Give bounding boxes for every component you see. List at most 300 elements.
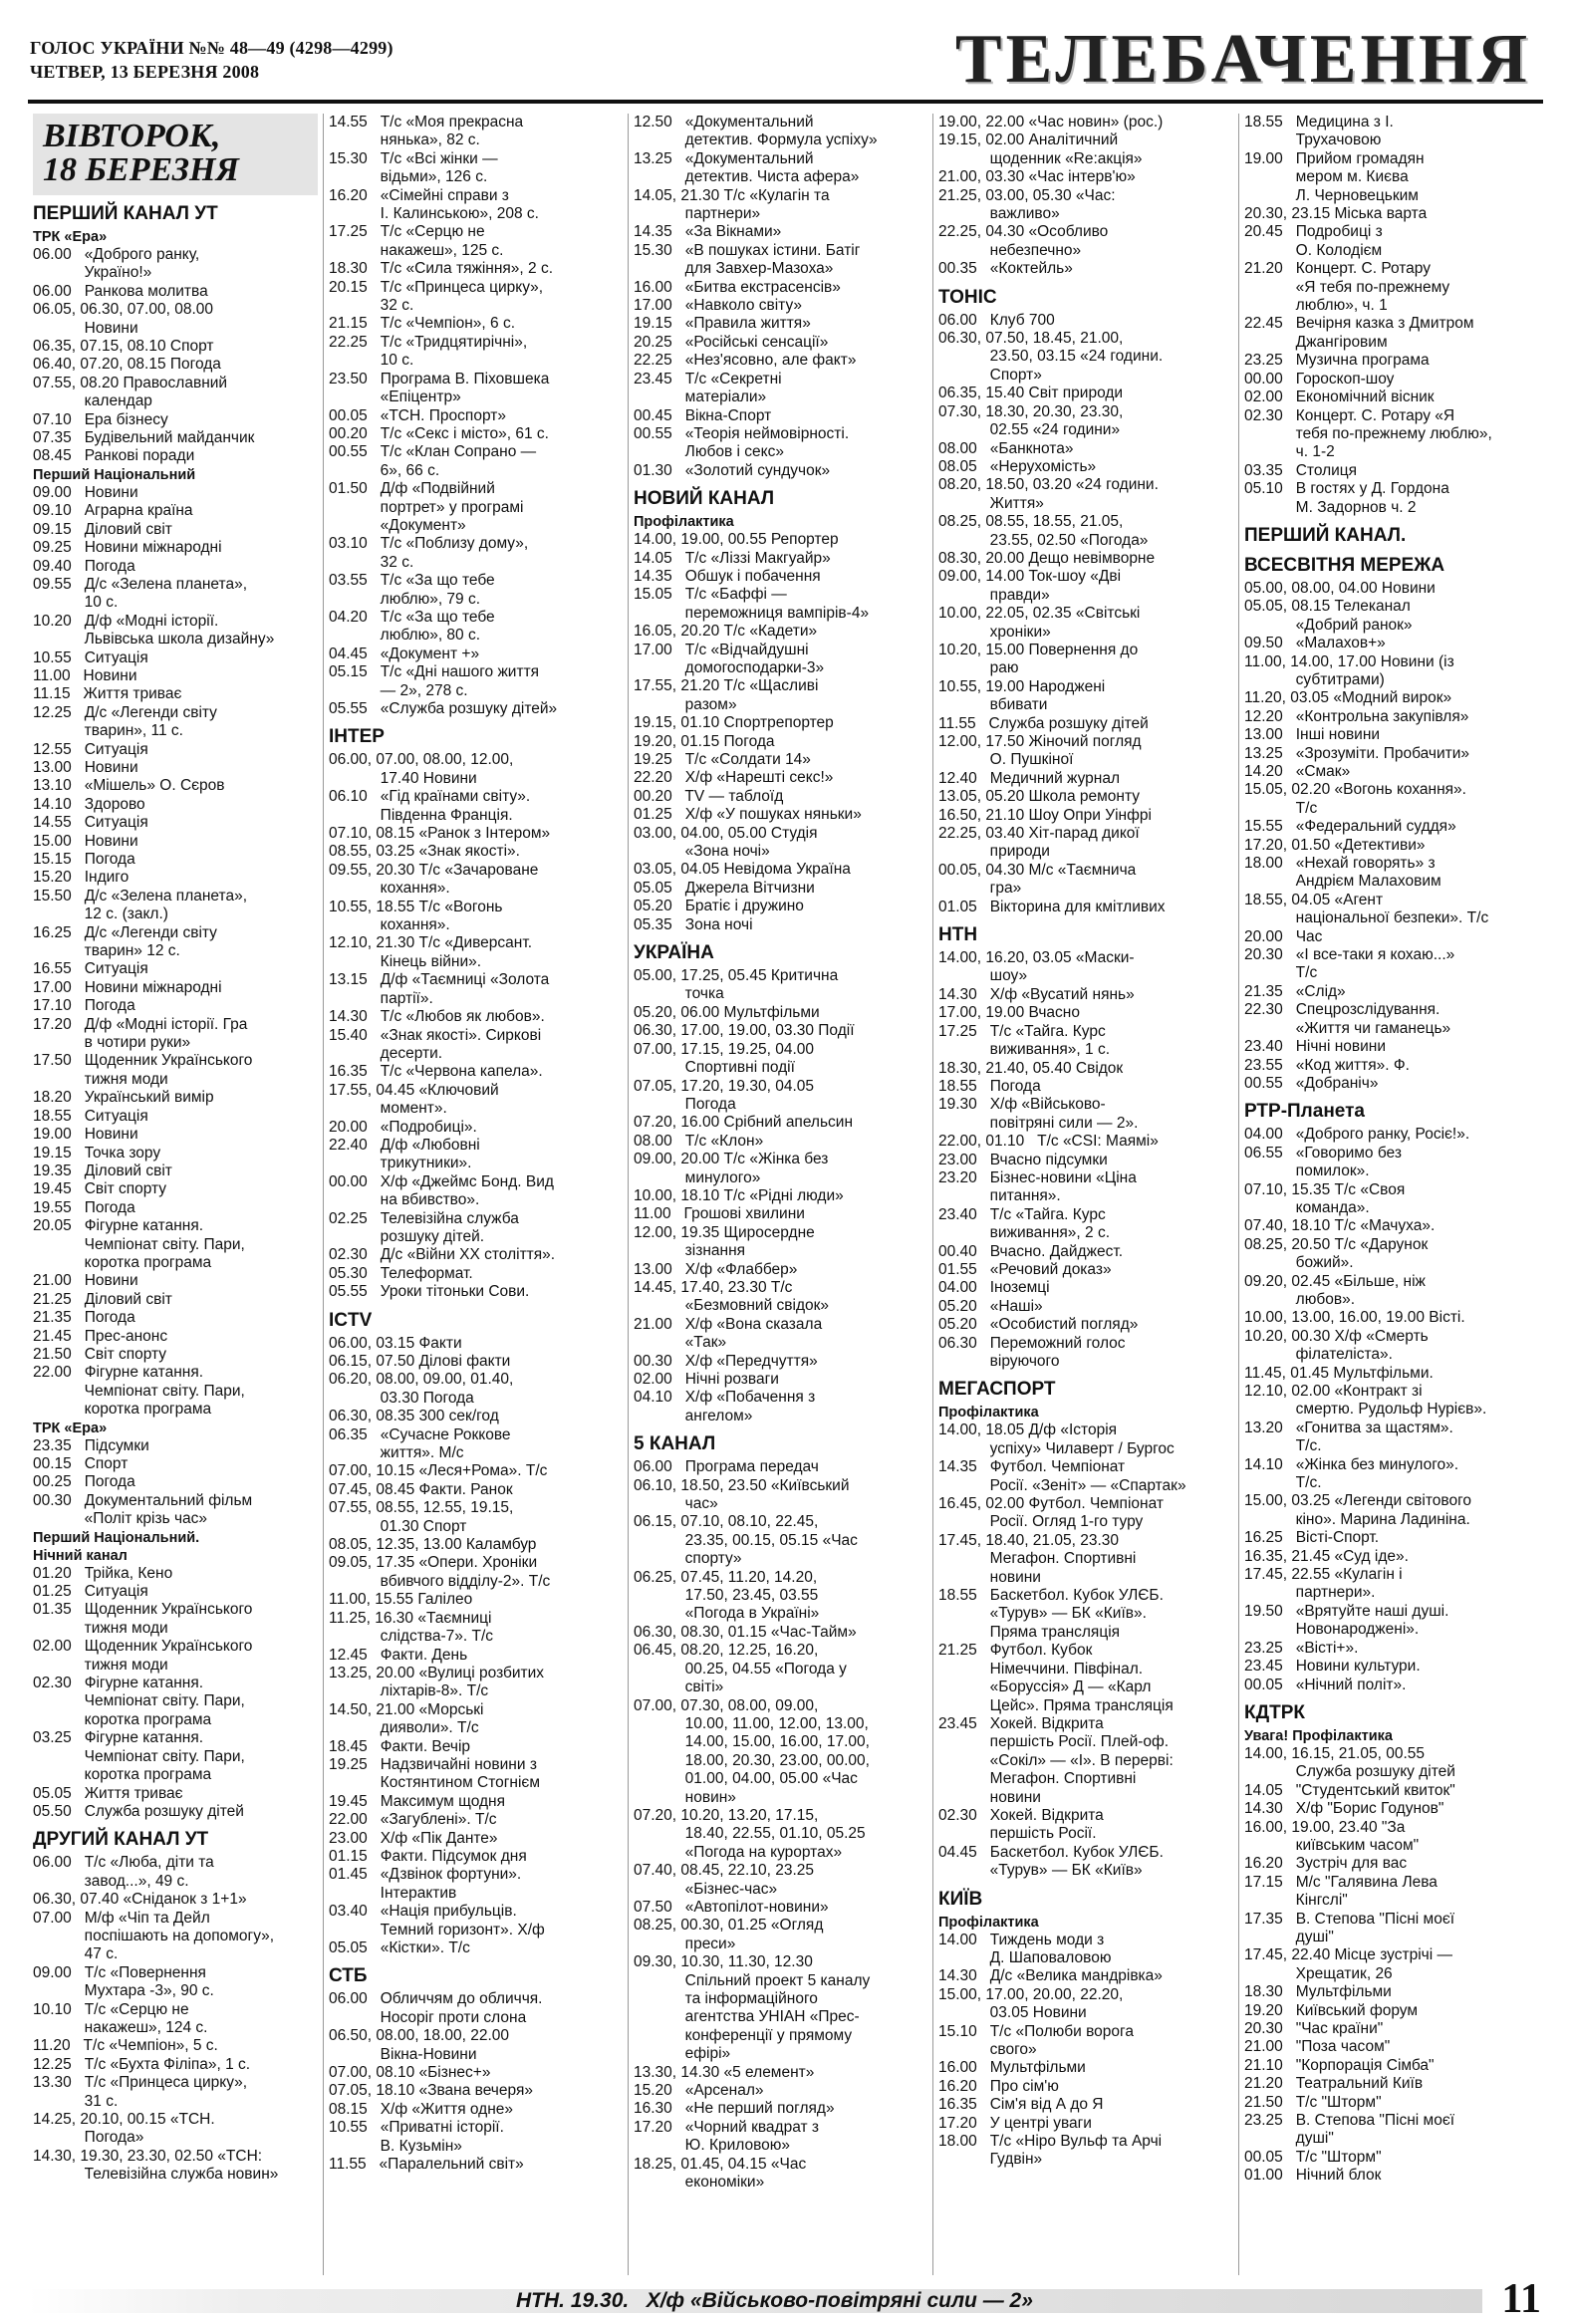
listing-line: 00.15 Спорт	[33, 1455, 129, 1472]
listing-line: точка	[634, 985, 724, 1003]
listing-line: 03.40 «Нація прибульців.	[329, 1903, 517, 1921]
listing-line: ефірі»	[634, 2045, 731, 2063]
listing-line: 06.00 Програма передач	[634, 1458, 819, 1476]
listing-line: національної безпеки». Т/с	[1244, 909, 1489, 927]
listing-line: детектив. Чиста афера»	[634, 168, 860, 186]
column-1	[28, 114, 323, 2275]
listing-line: 10.10 Т/с «Серцю не	[33, 2000, 189, 2018]
listing-line: 22.25, 03.40 Хіт-парад дикої	[938, 825, 1140, 843]
listing-line: люблю», 79 с.	[329, 590, 481, 608]
listing-line: 11.20 Т/с «Чемпіон», 5 с.	[33, 2037, 218, 2055]
listing-line: 11.15 Життя триває	[33, 685, 182, 703]
listing-line: важливо»	[938, 205, 1060, 223]
listing-line: новин»	[634, 1788, 736, 1806]
listing-line: 17.20 У центрі уваги	[938, 2114, 1092, 2132]
listing-line: тижня моди	[33, 1619, 168, 1637]
listing-line: 16.25 Вісті-Спорт.	[1244, 1529, 1380, 1547]
listing-line: 02.55 «24 години»	[938, 421, 1121, 439]
listing-line: 15.15 Погода	[33, 851, 135, 868]
listing-line: 17.25 Т/с «Тайга. Курс	[938, 1022, 1106, 1040]
listing-line: 05.55 Уроки тітоньки Сови.	[329, 1283, 530, 1301]
listing-line: 22.00, 01.10 Т/с «CSI: Маямі»	[938, 1133, 1159, 1151]
listing-line: М. Задорнов ч. 2	[1244, 498, 1417, 516]
schedule-columns	[28, 114, 1547, 2275]
listing-line: коротка програма	[33, 1710, 212, 1728]
listing-line: 16.20 Про сім'ю	[938, 2077, 1059, 2095]
listing-line: Новини	[33, 319, 138, 337]
listing-line: 11.25, 16.30 «Таємниці	[329, 1609, 492, 1627]
listing-line: 07.45, 08.45 Факти. Ранок	[329, 1480, 513, 1498]
listing-line: 14.35 Футбол. Чемпіонат	[938, 1458, 1126, 1476]
listing-line: накажеш», 125 с.	[329, 241, 504, 259]
listing-line: 06.00 Ранкова молитва	[33, 282, 208, 300]
listing-line: 08.45 Ранкові поради	[33, 447, 195, 465]
listing-line: 14.00, 19.00, 00.55 Репортер	[634, 531, 839, 549]
listing-line: 14.30 Д/с «Велика мандрівка»	[938, 1967, 1163, 1985]
listing-line: 09.20, 02.45 «Більше, ніж	[1244, 1272, 1426, 1290]
listing-line: 21.35 «Слід»	[1244, 982, 1346, 1000]
date-line: ЧЕТВЕР, 13 БЕРЕЗНЯ 2008	[30, 62, 260, 82]
listing-line: 16.55 Ситуація	[33, 960, 148, 978]
listing-line: 02.00 Економічний вісник	[1244, 388, 1435, 406]
listing-line: 00.00 Х/ф «Джеймс Бонд. Вид	[329, 1172, 554, 1190]
listing-line: В. Кузьмін»	[329, 2137, 462, 2155]
listing-line: 16.25 Д/с «Легенди світу	[33, 923, 217, 941]
listing-line: 12.50 «Документальний	[634, 114, 814, 130]
listing-line: новини	[938, 1568, 1041, 1586]
listing-line: 05.15 Т/с «Дні нашого життя	[329, 663, 540, 681]
column-2-listings	[329, 114, 623, 2174]
listing-line: 23.45 Новини культури.	[1244, 1658, 1421, 1676]
listing-line: Південна Франція.	[329, 806, 513, 824]
listing-line: 21.50 Т/с "Шторм"	[1244, 2093, 1382, 2111]
listing-line: 06.35, 07.15, 08.10 Спорт	[33, 338, 214, 356]
listing-line: 18.55 Погода	[938, 1077, 1041, 1095]
listing-line: та інформаційного	[634, 1990, 818, 2007]
listing-line: 07.05, 18.10 «Звана вечеря»	[329, 2082, 533, 2100]
listing-line: 12.10, 21.30 Т/с «Диверсант.	[329, 934, 533, 952]
listing-line: 22.25 Т/с «Тридцятирічні»,	[329, 333, 528, 351]
listing-line: 01.50 Д/ф «Подвійний	[329, 480, 495, 498]
listing-line: 03.10 Т/с «Поблизу дому»,	[329, 535, 529, 553]
listing-line: 19.20 Київський форум	[1244, 2001, 1419, 2019]
listing-line: 05.20, 06.00 Мультфільми	[634, 1003, 820, 1021]
listing-line: 21.00 Х/ф «Вона сказала	[634, 1315, 823, 1333]
listing-line: 01.30 Спорт	[329, 1517, 467, 1535]
listing-line: 07.20, 16.00 Срібний апельсин	[634, 1114, 854, 1132]
listing-line: 15.40 «Знак якості». Сиркові	[329, 1026, 542, 1044]
listing-line: 23.00 Х/ф «Пік Данте»	[329, 1829, 498, 1847]
listing-line: 07.50 «Автопілот-новини»	[634, 1898, 829, 1916]
listing-line: 23.40 Т/с «Тайга. Курс	[938, 1205, 1106, 1223]
listing-line: 00.30 Х/ф «Передчуття»	[634, 1352, 818, 1370]
listing-line: 08.25, 20.50 Т/с «Дарунок	[1244, 1235, 1429, 1253]
listing-line: субтитрами)	[1244, 670, 1385, 688]
channel-subheading: Профілактика	[938, 1914, 1039, 1931]
listing-line: Спортивні події	[634, 1059, 795, 1077]
listing-line: 16.00 «Битва екстрасенсів»	[634, 278, 841, 296]
listing-line: душі"	[1244, 2130, 1334, 2148]
listing-line: 23.55, 02.50 «Погода»	[938, 531, 1149, 549]
listing-line: момент».	[329, 1100, 447, 1118]
listing-line: 05.05 Життя триває	[33, 1784, 183, 1802]
listing-line: 06.55 «Говоримо без	[1244, 1144, 1402, 1162]
listing-line: 08.15 Х/ф «Життя одне»	[329, 2100, 514, 2118]
listing-line: Д. Шаповаловою	[938, 1948, 1112, 1966]
listing-line: 04.00 Іноземці	[938, 1279, 1050, 1297]
listing-line: Кінгслі"	[1244, 1892, 1348, 1910]
listing-line: Пряма трансляція	[938, 1623, 1121, 1641]
listing-line: 21.00, 03.30 «Час інтерв'ю»	[938, 168, 1136, 186]
listing-line: 08.00 Т/с «Клон»	[634, 1132, 764, 1150]
channel-heading: КДТРК	[1244, 1701, 1306, 1723]
listing-line: О. Пушкіної	[938, 751, 1074, 769]
listing-line: 19.00 Новини	[33, 1126, 138, 1144]
listing-line: 07.55, 08.20 Православний	[33, 374, 228, 391]
listing-line: ч. 1-2	[1244, 443, 1335, 461]
listing-line: 06.40, 07.20, 08.15 Погода	[33, 356, 221, 374]
listing-line: 09.05, 17.35 «Опери. Хроніки	[329, 1554, 538, 1572]
listing-line: Служба розшуку дітей	[1244, 1763, 1455, 1781]
listing-line: 47 с.	[33, 1945, 119, 1963]
listing-line: 00.25, 04.55 «Погода у	[634, 1660, 847, 1678]
listing-line: 13.05, 05.20 Школа ремонту	[938, 788, 1141, 806]
listing-line: 08.25, 00.30, 01.25 «Огляд	[634, 1917, 824, 1935]
listing-line: 21.25 Футбол. Кубок	[938, 1642, 1093, 1660]
listing-line: 00.25 Погода	[33, 1473, 135, 1491]
channel-subheading: ТРК «Ера»	[33, 229, 108, 245]
listing-line: 15.50 Д/с «Зелена планета»,	[33, 887, 248, 904]
listing-line: 00.20 TV — таблоїд	[634, 787, 784, 805]
listing-line: «Турув» — БК «Київ»	[938, 1862, 1143, 1880]
listing-line: переможниця вампірів-4»	[634, 604, 870, 622]
listing-line: 01.00, 04.00, 05.00 «Час	[634, 1770, 858, 1788]
listing-line: Життя»	[938, 494, 1044, 512]
listing-line: 11.00, 14.00, 17.00 Новини (із	[1244, 652, 1454, 670]
listing-line: 21.10 "Корпорація Сімба"	[1244, 2056, 1435, 2074]
listing-line: 13.15 Д/ф «Таємниці «Золота	[329, 971, 550, 989]
listing-line: тебя по-прежнему люблю»,	[1244, 424, 1492, 442]
listing-line: «Бізнес-час»	[634, 1880, 778, 1898]
listing-line: 10.00, 22.05, 02.35 «Світські	[938, 605, 1141, 623]
listing-line: 07.00, 08.10 «Бізнес+»	[329, 2064, 491, 2082]
channel-heading: ПЕРШИЙ КАНАЛ УТ	[33, 203, 218, 224]
listing-line: тижня моди	[33, 1070, 168, 1088]
listing-line: 21.20 Концерт. С. Ротару	[1244, 260, 1431, 278]
listing-line: Україно!»	[33, 264, 152, 282]
listing-line: Росії. «Зеніт» — «Спартак»	[938, 1476, 1186, 1494]
listing-line: 21.45 Прес-анонс	[33, 1327, 168, 1345]
listing-line: 17.00 Новини міжнародні	[33, 978, 222, 996]
listing-line: 13.00 Х/ф «Флаббер»	[634, 1260, 798, 1278]
listing-line: 01.15 Факти. Підсумок дня	[329, 1847, 527, 1865]
listing-line: ліхтарів-8». Т/с	[329, 1682, 489, 1700]
listing-line: 18.25, 01.45, 04.15 «Час	[634, 2155, 807, 2173]
listing-line: 09.25 Новини міжнародні	[33, 539, 222, 557]
listing-line: на вбивство».	[329, 1191, 480, 1209]
listing-line: коротка програма	[33, 1401, 212, 1419]
listing-line: люблю», ч. 1	[1244, 297, 1388, 315]
listing-line: 02.00 Щоденник Українського	[33, 1638, 253, 1656]
listing-line: 23.50, 03.15 «24 години.	[938, 348, 1164, 366]
listing-line: 10.00, 13.00, 16.00, 19.00 Вісті.	[1244, 1309, 1465, 1327]
listing-line: накажеш», 124 с.	[33, 2018, 208, 2036]
listing-line: 14.25, 20.10, 00.15 «ТСН.	[33, 2111, 215, 2128]
listing-line: 17.45, 22.55 «Кулагін і	[1244, 1566, 1403, 1584]
listing-line: Погода»	[33, 2129, 144, 2147]
listing-line: любов».	[1244, 1290, 1356, 1308]
listing-line: нянька», 82 с.	[329, 131, 480, 149]
listing-line: 07.05, 17.20, 19.30, 04.05	[634, 1077, 814, 1095]
listing-line: небезпечно»	[938, 241, 1082, 259]
listing-line: 13.30, 14.30 «5 елемент»	[634, 2063, 815, 2081]
column-5	[1238, 114, 1547, 2275]
listing-line: домогосподарки-3»	[634, 658, 825, 676]
listing-line: Т/с	[1244, 964, 1318, 982]
listing-line: 14.45, 17.40, 23.30 Т/с	[634, 1278, 793, 1296]
listing-line: 18.00, 20.30, 23.00, 00.00,	[634, 1751, 870, 1769]
listing-line: 05.05, 08.15 Телеканал	[1244, 598, 1411, 616]
listing-line: 01.35 Щоденник Українського	[33, 1601, 253, 1619]
channel-subheading: Профілактика	[938, 1405, 1039, 1421]
listing-line: 23.35, 00.15, 05.15 «Час	[634, 1531, 858, 1549]
listing-line: Новонароджені».	[1244, 1621, 1420, 1639]
listing-line: 13.20 «Гонитва за щастям».	[1244, 1419, 1453, 1436]
listing-line: 14.10 Здорово	[33, 795, 145, 813]
listing-line: щоденник «Re:акція»	[938, 149, 1143, 167]
listing-line: Чемпіонат світу. Пари,	[33, 1747, 245, 1765]
listing-line: 06.00, 03.15 Факти	[329, 1334, 462, 1352]
listing-line: 15.10 Т/с «Полюби ворога	[938, 2022, 1134, 2040]
listing-line: 07.40, 08.45, 22.10, 23.25	[634, 1862, 814, 1880]
listing-line: свого»	[938, 2041, 1037, 2058]
listing-line: Погода	[634, 1095, 736, 1113]
listing-line: 13.25 «Документальний	[634, 149, 814, 167]
listing-line: 17.00 «Навколо світу»	[634, 297, 803, 315]
listing-line: хроніки»	[938, 623, 1051, 641]
listing-line: 07.35 Будівельний майданчик	[33, 429, 255, 447]
listing-line: 14.10 «Жінка без минулого».	[1244, 1455, 1459, 1473]
listing-line: 19.25 Надзвичайні новини з	[329, 1755, 537, 1773]
listing-line: 10.55, 19.00 Народжені	[938, 677, 1106, 695]
listing-line: 23.25 В. Степова "Пісні моєї	[1244, 2112, 1455, 2130]
listing-line: 23.45 Хокей. Відкрита	[938, 1714, 1104, 1732]
listing-line: 00.55 «Добраніч»	[1244, 1074, 1379, 1092]
listing-line: 06.00 Т/с «Люба, діти та	[33, 1854, 214, 1872]
listing-line: 18.55 Медицина з І.	[1244, 114, 1394, 130]
listing-line: 10.55, 18.55 Т/с «Вогонь	[329, 898, 503, 915]
listing-line: Мухтара -3», 90 с.	[33, 1982, 214, 2000]
listing-line: 14.35 Обшук і побачення	[634, 567, 821, 585]
listing-line: 17.50 Щоденник Українського	[33, 1052, 253, 1070]
channel-subheading: Перший Національний	[33, 466, 196, 483]
listing-line: 14.50, 21.00 «Морські	[329, 1700, 484, 1718]
listing-line: «Так»	[634, 1334, 727, 1352]
page-number: 11	[1501, 2276, 1541, 2322]
listing-line: 18.00 Т/с «Ніро Вульф та Арчі	[938, 2133, 1163, 2151]
listing-line: 16.20 «Сімейні справи з	[329, 186, 509, 204]
listing-line: 04.45 «Документ +»	[329, 645, 480, 662]
listing-line: Хрещатик, 26	[1244, 1964, 1393, 1982]
listing-line: 05.50 Служба розшуку дітей	[33, 1802, 244, 1820]
listing-line: кіно». Марина Ладиніна.	[1244, 1510, 1470, 1528]
listing-line: шоу»	[938, 967, 1028, 985]
listing-line: 06.10 «Гід країнами світу».	[329, 788, 531, 806]
listing-line: 11.00 Новини	[33, 666, 137, 684]
listing-line: 17.20, 01.50 «Детективи»	[1244, 836, 1426, 854]
listing-line: 19.00, 22.00 «Час новин» (рос.)	[938, 114, 1164, 130]
listing-line: тижня моди	[33, 1656, 168, 1674]
listing-line: 13.00 Новини	[33, 758, 138, 776]
listing-line: «Погода в Україні»	[634, 1605, 820, 1623]
listing-line: 12.25 Д/с «Легенди світу	[33, 703, 217, 721]
listing-line: київським часом"	[1244, 1836, 1420, 1854]
listing-line: 10.20 Д/ф «Модні історії.	[33, 612, 219, 630]
listing-line: 22.25 «Нез'ясовно, але факт»	[634, 352, 857, 370]
listing-line: 05.10 В гостях у Д. Гордона	[1244, 480, 1449, 498]
listing-line: 21.50 Світ спорту	[33, 1345, 167, 1363]
listing-line: «Життя чи гаманець»	[1244, 1019, 1451, 1037]
listing-line: 18.30 Мультфільми	[1244, 1983, 1392, 2001]
listing-line: 21.20 Театральний Київ	[1244, 2075, 1424, 2093]
listing-line: 21.35 Погода	[33, 1309, 135, 1327]
listing-line: 07.20, 10.20, 13.20, 17.15,	[634, 1806, 819, 1824]
listing-line: 10 с.	[33, 594, 119, 612]
listing-line: 18.00 «Нехай говорять» з	[1244, 855, 1436, 873]
listing-line: Носоріг проти слона	[329, 2008, 527, 2026]
listing-line: 00.40 Вчасно. Дайджест.	[938, 1242, 1124, 1260]
listing-line: 11.20, 03.05 «Модний вирок»	[1244, 689, 1452, 707]
listing-line: 17.15 М/с "Галявина Лева	[1244, 1873, 1438, 1891]
listing-line: 06.00 Клуб 700	[938, 311, 1055, 329]
listing-line: Л. Черновецьким	[1244, 186, 1419, 204]
channel-heading: РТР-Планета	[1244, 1101, 1365, 1123]
listing-line: Трухачовою	[1244, 131, 1382, 149]
listing-line: помилок».	[1244, 1162, 1370, 1180]
listing-line: 02.30 Д/с «Війни ХХ століття».	[329, 1246, 556, 1264]
listing-line: 08.20, 18.50, 03.20 «24 години.	[938, 476, 1159, 494]
listing-line: портрет» у програмі	[329, 498, 524, 516]
listing-line: 14.00, 16.20, 03.05 «Маски-	[938, 949, 1135, 967]
listing-line: ангелом»	[634, 1407, 753, 1424]
listing-line: 15.00 Новини	[33, 832, 138, 850]
channel-subheading: Увага! Профілактика	[1244, 1727, 1393, 1744]
listing-line: 19.45 Максимум щодня	[329, 1792, 506, 1810]
listing-line: 14.30 Х/ф "Борис Годунов"	[1244, 1800, 1444, 1818]
column-3-listings	[634, 114, 927, 2192]
listing-line: вбивчого відділу-2». Т/с	[329, 1572, 551, 1590]
listing-line: 05.30 Телеформат.	[329, 1264, 473, 1282]
listing-line: 17.55, 04.45 «Ключовий	[329, 1081, 499, 1099]
listing-line: 05.05 Джерела Вітчизни	[634, 879, 815, 897]
listing-line: 13.10 «Мішель» О. Сєров	[33, 777, 225, 795]
listing-line: 06.30, 08.30, 01.15 «Час-Тайм»	[634, 1623, 857, 1641]
listing-line: 03.05, 04.05 Невідома Україна	[634, 861, 851, 879]
listing-line: 01.45 «Дзвінок фортуни».	[329, 1866, 522, 1884]
channel-heading: ICTV	[329, 1309, 373, 1331]
listing-line: 07.10, 08.15 «Ранок з Інтером»	[329, 825, 551, 843]
column-4	[932, 114, 1238, 2275]
listing-line: 16.20 Зустріч для вас	[1244, 1855, 1408, 1873]
listing-line: Т/с.	[1244, 1437, 1322, 1455]
channel-heading: НТН	[938, 924, 978, 946]
listing-line: 07.00, 07.30, 08.00, 09.00,	[634, 1696, 819, 1714]
listing-line: 20.45 Подробиці з	[1244, 223, 1383, 241]
listing-line: 22.25, 04.30 «Особливо	[938, 223, 1109, 241]
listing-line: вбивати	[938, 696, 1048, 714]
listing-line: 06.15, 07.50 Ділові факти	[329, 1353, 511, 1370]
listing-line: 09.00 Новини	[33, 483, 138, 501]
listing-line: питання».	[938, 1187, 1061, 1205]
listing-line: 12.00, 19.35 Щиросердне	[634, 1223, 815, 1241]
channel-subheading: Профілактика	[634, 514, 734, 531]
listing-line: 20.30 "Час країни"	[1244, 2020, 1384, 2037]
listing-line: 12 с. (закл.)	[33, 905, 168, 923]
listing-line: матеріали»	[634, 388, 767, 406]
listing-line: разом»	[634, 695, 737, 713]
listing-line: 10.00, 11.00, 12.00, 13.00,	[634, 1714, 869, 1732]
listing-line: 06.15, 07.10, 08.10, 22.45,	[634, 1513, 819, 1531]
listing-line: Мегафон. Спортивні	[938, 1550, 1137, 1568]
listing-line: 17.50, 23.45, 03.55	[634, 1587, 819, 1605]
listing-line: Чемпіонат світу. Пари,	[33, 1235, 245, 1253]
listing-line: 17.20 Д/ф «Модні історії. Гра	[33, 1015, 248, 1033]
listing-line: 06.30, 07.40 «Сніданок з 1+1»	[33, 1891, 247, 1909]
channel-heading: 5 КАНАЛ	[634, 1433, 716, 1455]
listing-line: «Безмовний свідок»	[634, 1297, 830, 1315]
listing-line: 19.50 «Врятуйте наші душі.	[1244, 1602, 1449, 1620]
listing-line: Т/с	[1244, 799, 1318, 817]
channel-heading: ТОНІС	[938, 286, 997, 308]
listing-line: Костянтином Стогнієм	[329, 1774, 540, 1792]
listing-line: 03.05 Новини	[938, 2004, 1087, 2022]
listing-line: 13.25 «Зрозуміти. Пробачити»	[1244, 744, 1470, 762]
listing-line: «Епіцентр»	[329, 388, 461, 406]
listing-line: 22.00 «Загублені». Т/с	[329, 1811, 497, 1829]
listing-line: Ю. Криловою»	[634, 2137, 791, 2155]
listing-line: 00.35 «Коктейль»	[938, 260, 1073, 278]
listing-line: календар	[33, 392, 152, 410]
listing-line: коротка програма	[33, 1253, 212, 1271]
listing-line: життя». М/с	[329, 1444, 464, 1462]
listing-line: 23.50 Програма В. Піховшека	[329, 370, 550, 387]
listing-line: філателіста».	[1244, 1346, 1393, 1364]
listing-line: «Документ»	[329, 516, 466, 534]
listing-line: партнери».	[1244, 1584, 1376, 1602]
footer-announcement-bar	[28, 2283, 1492, 2319]
listing-line: поспішають на допомогу»,	[33, 1927, 275, 1944]
listing-line: 06.30, 17.00, 19.00, 03.30 Події	[634, 1022, 855, 1040]
listing-line: правди»	[938, 586, 1050, 604]
listing-line: Інтерактив	[329, 1884, 457, 1902]
listing-line: 06.20, 08.00, 09.00, 01.40,	[329, 1371, 514, 1389]
column-1-listings	[33, 203, 318, 2185]
listing-line: 21.25 Діловий світ	[33, 1290, 172, 1308]
listing-line: 10 с.	[329, 352, 414, 370]
channel-heading: ДРУГИЙ КАНАЛ УТ	[33, 1829, 209, 1851]
listing-line: 23.25 Музична програма	[1244, 352, 1430, 370]
listing-line: минулого»	[634, 1168, 761, 1186]
listing-line: «Турув» — БК «Київ».	[938, 1605, 1147, 1623]
listing-line: 18.30 Т/с «Сила тяжіння», 2 с.	[329, 260, 554, 278]
listing-line: природи	[938, 843, 1050, 861]
listing-line: І. Калинською», 208 с.	[329, 205, 539, 223]
listing-line: 05.20 «Наші»	[938, 1297, 1043, 1315]
listing-line: 00.45 Вікна-Спорт	[634, 406, 772, 424]
listing-line: 06.00 Обличчям до обличчя.	[329, 1990, 543, 2008]
listing-line: 23.40 Нічні новини	[1244, 1038, 1387, 1056]
listing-line: 12.10, 02.00 «Контракт зі	[1244, 1383, 1423, 1400]
